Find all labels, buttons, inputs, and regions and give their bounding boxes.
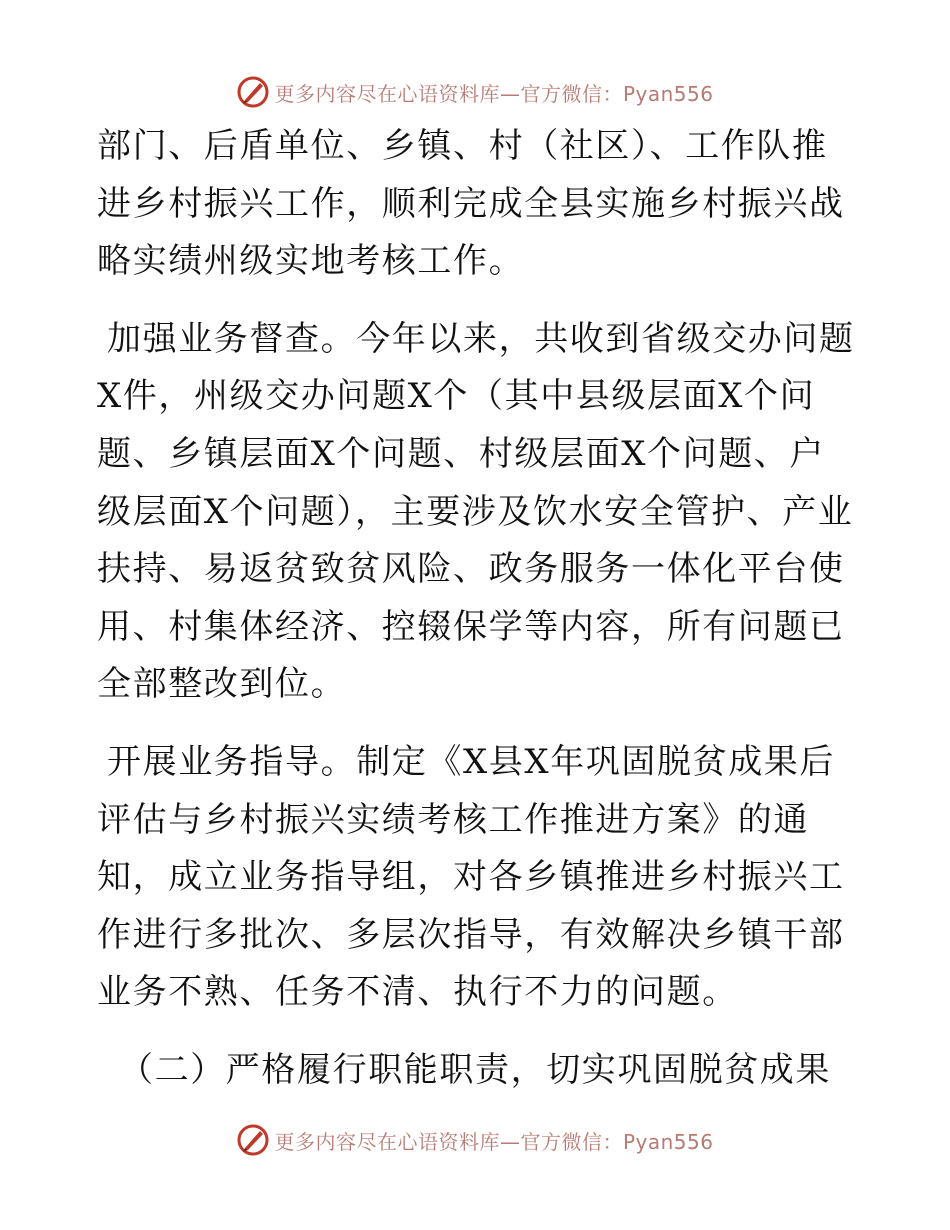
section-heading: （二）严格履行职能职责，切实巩固脱贫成果	[119, 1049, 831, 1090]
paragraph-continuation: 部门、后盾单位、乡镇、村（社区）、工作队推进乡村振兴工作，顺利完成全县实施乡村振兴战略实绩州级实地考核工作。	[97, 126, 845, 282]
watermark-text: 更多内容尽在心语资料库—官方微信：Pyan556	[274, 81, 714, 106]
paragraph-business-guidance: 开展业务指导。制定《X县X年巩固脱贫成果后评估与乡村振兴实绩考核工作推进方案》的通知，成立业务指导组，对各乡镇推进乡村振兴工作进行多批次、多层次指导，有效解决乡镇干部业务不熟、任务不清、执行不力的问题。	[97, 741, 845, 1013]
footer-watermark-banner	[0, 1120, 950, 1160]
header-watermark-banner	[0, 72, 950, 112]
quill-pen-logo-icon	[236, 75, 270, 109]
paragraph-business-inspection: 加强业务督查。今年以来，共收到省级交办问题X件，州级交办问题X个（其中县级层面X个问题、乡镇层面X个问题、村级层面X个问题、户级层面X个问题），主要涉及饮水安全管护、产业扶持、易返贫致贫风险、政务服务一体化平台使用、村集体经济、控辍保学等内容，所有问题已全部整改到位。	[97, 318, 855, 705]
watermark-text: 更多内容尽在心语资料库—官方微信：Pyan556	[274, 1129, 714, 1154]
document-body	[97, 118, 857, 1120]
quill-pen-logo-icon	[236, 1123, 270, 1157]
